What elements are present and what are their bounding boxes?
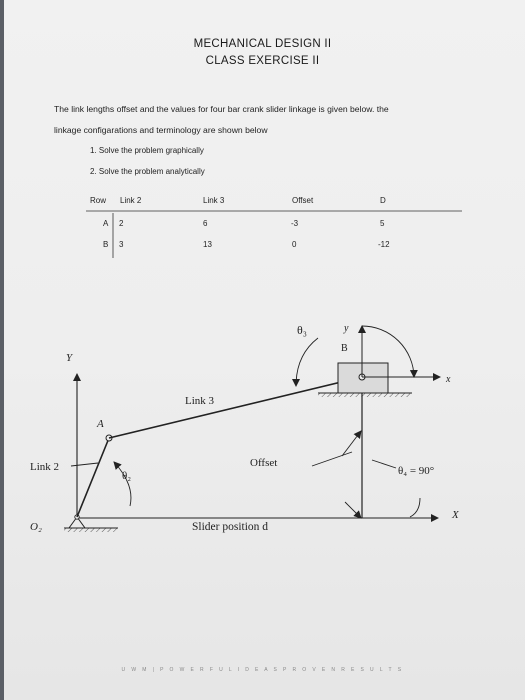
label-y-local: y: [344, 323, 349, 334]
label-x-local: x: [446, 374, 451, 385]
slider-rail: [318, 393, 412, 397]
table-cell-d: 5: [380, 219, 385, 228]
page-subtitle: CLASS EXERCISE II: [205, 55, 320, 67]
table-header-d: D: [380, 196, 386, 205]
table-cell-link2: 3: [119, 240, 124, 249]
step-2: 2. Solve the problem analytically: [90, 167, 205, 176]
theta2-arc: [114, 462, 131, 506]
table-header-link3: Link 3: [203, 196, 225, 205]
label-link3: Link 3: [185, 395, 215, 407]
table-cell-offset: -3: [291, 219, 299, 228]
offset-leader: [312, 452, 352, 466]
table-header-row: Row: [90, 196, 107, 205]
label-x-global: X: [452, 509, 459, 521]
ground-pivot-o2: [64, 515, 118, 532]
link-3-coupler: [109, 377, 362, 438]
label-offset: Offset: [250, 457, 278, 469]
label-a: A: [97, 418, 104, 430]
label-theta2: θ₂: [122, 470, 132, 482]
link2-leader: [71, 463, 98, 466]
table-cell-row: A: [103, 219, 109, 228]
slider-block: [338, 363, 388, 393]
table-header-offset: Offset: [292, 196, 314, 205]
table-cell-d: -12: [378, 240, 390, 249]
footer-tagline: U W M | P O W E R F U L I D E A S P R O V E N R E S U L T S: [121, 667, 404, 673]
label-y-global: Y: [66, 352, 73, 364]
label-slider-position: Slider position d: [192, 521, 269, 533]
theta4-leader: [372, 460, 396, 468]
table-cell-link3: 13: [203, 240, 212, 249]
page-title: MECHANICAL DESIGN II: [193, 38, 332, 50]
label-theta3: θ₃: [297, 323, 307, 337]
table-header-link2: Link 2: [120, 196, 142, 205]
label-b: B: [341, 343, 348, 354]
link-2-crank: [77, 438, 109, 517]
offset-arrow-down: [345, 502, 361, 518]
table-cell-row: B: [103, 240, 109, 249]
table-cell-link2: 2: [119, 219, 124, 228]
label-link2: Link 2: [30, 461, 60, 473]
intro-line-2: linkage configarations and terminology are shown below: [54, 125, 268, 135]
table-cell-link3: 6: [203, 219, 208, 228]
table-cell-offset: 0: [292, 240, 297, 249]
label-o2: O₂: [30, 521, 42, 533]
theta4-tick: [410, 498, 420, 517]
intro-line-1: The link lengths offset and the values for four bar crank slider linkage is given below. the: [54, 104, 389, 114]
label-theta4: θ₄ = 90°: [398, 465, 435, 477]
step-1: 1. Solve the problem graphically: [90, 146, 204, 155]
theta3-arc: [296, 338, 318, 386]
